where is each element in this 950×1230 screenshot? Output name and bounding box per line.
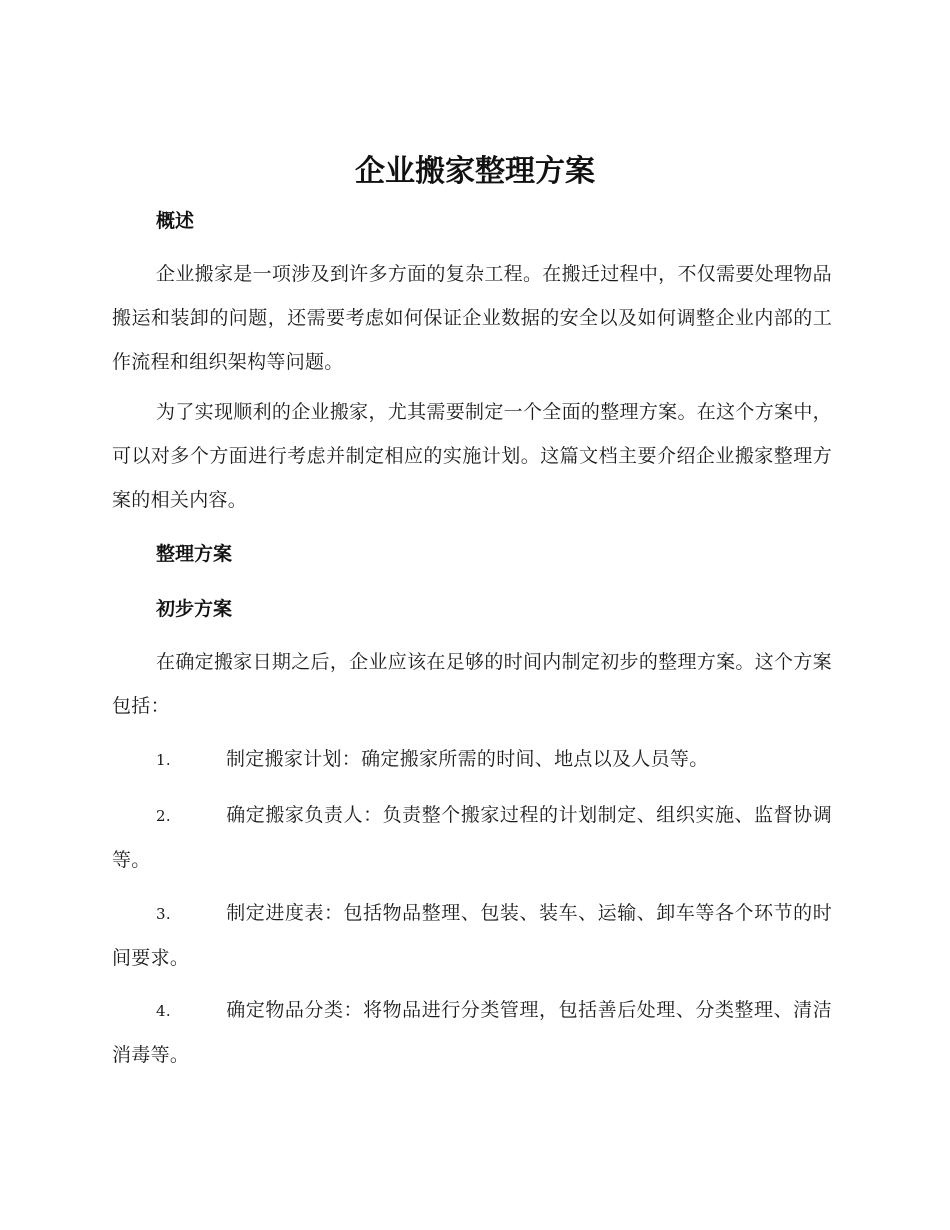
list-item <box>112 988 832 1077</box>
list-item-number: 4. <box>156 1002 171 1020</box>
list-item-number: 2. <box>156 807 171 825</box>
list-item <box>112 891 832 980</box>
list-item <box>112 793 832 882</box>
list-item <box>112 737 832 782</box>
list-item-number: 3. <box>156 905 171 923</box>
list-item-text: 制定进度表：包括物品整理、包装、装车、运输、卸车等各个环节的时间要求。 <box>112 902 832 969</box>
list-item-text: 制定搬家计划：确定搬家所需的时间、地点以及人员等。 <box>226 748 709 770</box>
section-heading-initial: 初步方案 <box>156 598 233 620</box>
paragraph-initial-1: 在确定搬家日期之后，企业应该在足够的时间内制定初步的整理方案。这个方案包括： <box>112 651 832 717</box>
paragraph-overview-1: 企业搬家是一项涉及到许多方面的复杂工程。在搬迁过程中，不仅需要处理物品搬运和装卸的问题，还需要考虑如何保证企业数据的安全以及如何调整企业内部的工作流程和组织架构等问题。 <box>112 263 832 373</box>
list-item-text: 确定物品分类：将物品进行分类管理，包括善后处理、分类整理、清洁消毒等。 <box>112 999 832 1066</box>
list-item-number: 1. <box>156 751 171 769</box>
document-title: 企业搬家整理方案 <box>355 154 595 189</box>
section-heading-overview: 概述 <box>156 210 195 232</box>
section-heading-plan: 整理方案 <box>156 543 233 565</box>
list-item-text: 确定搬家负责人：负责整个搬家过程的计划制定、组织实施、监督协调等。 <box>112 804 832 871</box>
paragraph-overview-2: 为了实现顺利的企业搬家，尤其需要制定一个全面的整理方案。在这个方案中，可以对多个方面进行考虑并制定相应的实施计划。这篇文档主要介绍企业搬家整理方案的相关内容。 <box>112 401 832 511</box>
